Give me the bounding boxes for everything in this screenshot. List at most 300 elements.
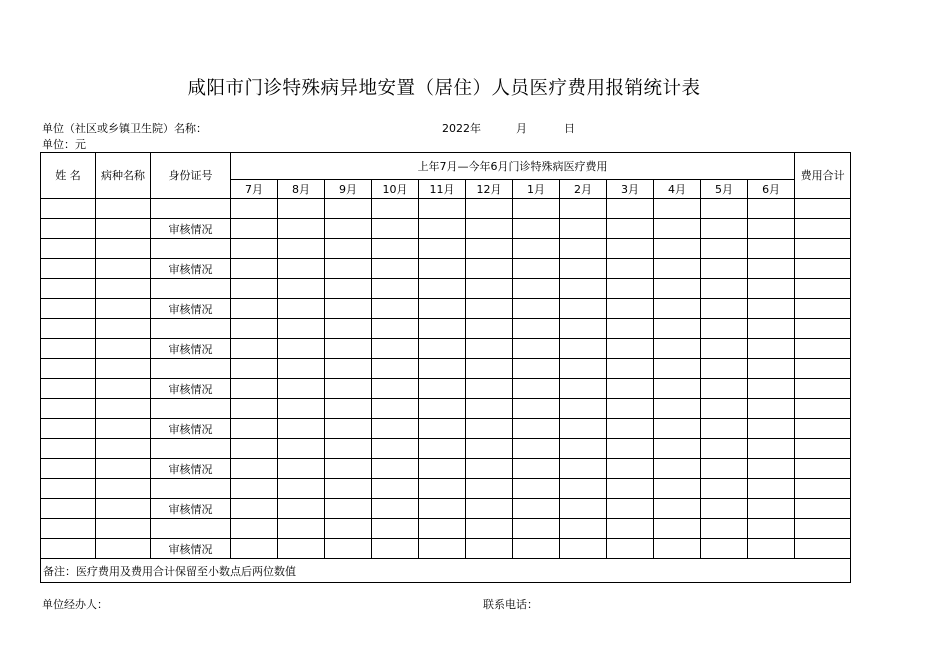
- month-amount-cell[interactable]: [513, 299, 560, 319]
- header-month: 5月: [701, 180, 748, 199]
- month-amount-cell[interactable]: [419, 539, 466, 559]
- month-amount-cell[interactable]: [654, 359, 701, 379]
- month-amount-cell[interactable]: [372, 399, 419, 419]
- id-cell[interactable]: 审核情况: [151, 339, 231, 359]
- month-amount-cell[interactable]: [419, 419, 466, 439]
- month-amount-cell[interactable]: [466, 379, 513, 399]
- month-amount-cell[interactable]: [560, 459, 607, 479]
- month-amount-cell[interactable]: [513, 479, 560, 499]
- month-amount-cell[interactable]: [654, 499, 701, 519]
- month-amount-cell[interactable]: [701, 539, 748, 559]
- month-amount-cell[interactable]: [513, 499, 560, 519]
- month-amount-cell[interactable]: [278, 199, 325, 219]
- month-amount-cell[interactable]: [560, 199, 607, 219]
- month-amount-cell[interactable]: [701, 479, 748, 499]
- id-cell[interactable]: [151, 439, 231, 459]
- name-cell[interactable]: [41, 479, 96, 499]
- month-amount-cell[interactable]: [560, 319, 607, 339]
- name-cell[interactable]: [41, 319, 96, 339]
- id-cell[interactable]: 审核情况: [151, 459, 231, 479]
- month-amount-cell[interactable]: [325, 239, 372, 259]
- month-amount-cell[interactable]: [701, 219, 748, 239]
- month-amount-cell[interactable]: [325, 359, 372, 379]
- disease-cell[interactable]: [96, 479, 151, 499]
- total-cell[interactable]: [795, 319, 851, 339]
- month-amount-cell[interactable]: [560, 479, 607, 499]
- month-amount-cell[interactable]: [560, 279, 607, 299]
- disease-cell[interactable]: [96, 439, 151, 459]
- month-amount-cell[interactable]: [278, 399, 325, 419]
- name-cell[interactable]: [41, 199, 96, 219]
- month-amount-cell[interactable]: [466, 219, 513, 239]
- month-amount-cell[interactable]: [231, 319, 278, 339]
- disease-cell[interactable]: [96, 219, 151, 239]
- month-amount-cell[interactable]: [560, 379, 607, 399]
- month-amount-cell[interactable]: [748, 339, 795, 359]
- month-amount-cell[interactable]: [466, 319, 513, 339]
- month-amount-cell[interactable]: [231, 419, 278, 439]
- month-amount-cell[interactable]: [325, 299, 372, 319]
- month-amount-cell[interactable]: [466, 439, 513, 459]
- month-amount-cell[interactable]: [513, 439, 560, 459]
- month-amount-cell[interactable]: [419, 479, 466, 499]
- month-amount-cell[interactable]: [560, 219, 607, 239]
- id-cell[interactable]: 审核情况: [151, 259, 231, 279]
- disease-cell[interactable]: [96, 239, 151, 259]
- month-amount-cell[interactable]: [231, 359, 278, 379]
- month-amount-cell[interactable]: [607, 299, 654, 319]
- disease-cell[interactable]: [96, 199, 151, 219]
- total-cell[interactable]: [795, 299, 851, 319]
- month-amount-cell[interactable]: [701, 459, 748, 479]
- month-amount-cell[interactable]: [654, 299, 701, 319]
- month-amount-cell[interactable]: [607, 539, 654, 559]
- month-amount-cell[interactable]: [466, 359, 513, 379]
- month-amount-cell[interactable]: [607, 419, 654, 439]
- total-cell[interactable]: [795, 379, 851, 399]
- id-cell[interactable]: [151, 359, 231, 379]
- month-amount-cell[interactable]: [325, 499, 372, 519]
- month-amount-cell[interactable]: [372, 219, 419, 239]
- month-amount-cell[interactable]: [231, 219, 278, 239]
- month-amount-cell[interactable]: [419, 319, 466, 339]
- total-cell[interactable]: [795, 439, 851, 459]
- month-amount-cell[interactable]: [513, 339, 560, 359]
- month-amount-cell[interactable]: [372, 239, 419, 259]
- month-amount-cell[interactable]: [513, 239, 560, 259]
- month-amount-cell[interactable]: [654, 259, 701, 279]
- month-amount-cell[interactable]: [748, 239, 795, 259]
- header-month: 2月: [560, 180, 607, 199]
- disease-cell[interactable]: [96, 419, 151, 439]
- month-amount-cell[interactable]: [278, 279, 325, 299]
- month-amount-cell[interactable]: [231, 239, 278, 259]
- month-amount-cell[interactable]: [372, 299, 419, 319]
- month-amount-cell[interactable]: [278, 219, 325, 239]
- month-amount-cell[interactable]: [466, 419, 513, 439]
- month-amount-cell[interactable]: [231, 499, 278, 519]
- note-row: [41, 559, 851, 583]
- month-amount-cell[interactable]: [701, 259, 748, 279]
- month-amount-cell[interactable]: [278, 479, 325, 499]
- month-amount-cell[interactable]: [278, 359, 325, 379]
- month-amount-cell[interactable]: [607, 379, 654, 399]
- month-amount-cell[interactable]: [231, 539, 278, 559]
- month-amount-cell[interactable]: [466, 279, 513, 299]
- month-amount-cell[interactable]: [325, 199, 372, 219]
- month-amount-cell[interactable]: [372, 439, 419, 459]
- header-month: 11月: [419, 180, 466, 199]
- month-amount-cell[interactable]: [325, 519, 372, 539]
- month-amount-cell[interactable]: [748, 259, 795, 279]
- disease-cell[interactable]: [96, 459, 151, 479]
- month-amount-cell[interactable]: [748, 319, 795, 339]
- month-amount-cell[interactable]: [701, 519, 748, 539]
- month-amount-cell[interactable]: [419, 339, 466, 359]
- name-cell[interactable]: [41, 379, 96, 399]
- month-amount-cell[interactable]: [325, 319, 372, 339]
- month-amount-cell[interactable]: [654, 439, 701, 459]
- month-amount-cell[interactable]: [560, 439, 607, 459]
- month-amount-cell[interactable]: [278, 299, 325, 319]
- month-amount-cell[interactable]: [560, 399, 607, 419]
- month-amount-cell[interactable]: [701, 419, 748, 439]
- month-amount-cell[interactable]: [325, 279, 372, 299]
- total-cell[interactable]: [795, 279, 851, 299]
- month-amount-cell[interactable]: [607, 499, 654, 519]
- month-amount-cell[interactable]: [701, 279, 748, 299]
- month-amount-cell[interactable]: [560, 519, 607, 539]
- month-amount-cell[interactable]: [748, 419, 795, 439]
- month-amount-cell[interactable]: [513, 219, 560, 239]
- month-amount-cell[interactable]: [278, 499, 325, 519]
- month-amount-cell[interactable]: [231, 279, 278, 299]
- month-amount-cell[interactable]: [231, 519, 278, 539]
- disease-cell[interactable]: [96, 379, 151, 399]
- month-amount-cell[interactable]: [654, 279, 701, 299]
- total-cell[interactable]: [795, 399, 851, 419]
- month-amount-cell[interactable]: [607, 199, 654, 219]
- month-amount-cell[interactable]: [654, 459, 701, 479]
- month-amount-cell[interactable]: [748, 299, 795, 319]
- month-amount-cell[interactable]: [278, 239, 325, 259]
- month-amount-cell[interactable]: [372, 499, 419, 519]
- month-amount-cell[interactable]: [419, 379, 466, 399]
- month-amount-cell[interactable]: [466, 539, 513, 559]
- month-amount-cell[interactable]: [466, 459, 513, 479]
- month-amount-cell[interactable]: [278, 439, 325, 459]
- disease-cell[interactable]: [96, 259, 151, 279]
- month-amount-cell[interactable]: [419, 299, 466, 319]
- month-amount-cell[interactable]: [372, 479, 419, 499]
- month-amount-cell[interactable]: [325, 339, 372, 359]
- month-amount-cell[interactable]: [372, 419, 419, 439]
- disease-cell[interactable]: [96, 319, 151, 339]
- name-cell[interactable]: [41, 439, 96, 459]
- table-row: [41, 539, 851, 559]
- month-amount-cell[interactable]: [748, 499, 795, 519]
- month-amount-cell[interactable]: [278, 379, 325, 399]
- total-cell[interactable]: [795, 219, 851, 239]
- header-month: 4月: [654, 180, 701, 199]
- name-cell[interactable]: [41, 339, 96, 359]
- header-name: 姓 名: [41, 153, 96, 199]
- month-amount-cell[interactable]: [560, 259, 607, 279]
- month-amount-cell[interactable]: [419, 519, 466, 539]
- month-amount-cell[interactable]: [607, 479, 654, 499]
- disease-cell[interactable]: [96, 339, 151, 359]
- month-amount-cell[interactable]: [278, 539, 325, 559]
- month-amount-cell[interactable]: [372, 379, 419, 399]
- month-amount-cell[interactable]: [748, 379, 795, 399]
- month-amount-cell[interactable]: [748, 199, 795, 219]
- month-amount-cell[interactable]: [701, 199, 748, 219]
- disease-cell[interactable]: [96, 299, 151, 319]
- month-amount-cell[interactable]: [278, 259, 325, 279]
- month-amount-cell[interactable]: [466, 259, 513, 279]
- month-amount-cell[interactable]: [560, 299, 607, 319]
- month-amount-cell[interactable]: [231, 439, 278, 459]
- month-amount-cell[interactable]: [748, 279, 795, 299]
- month-amount-cell[interactable]: [748, 219, 795, 239]
- disease-cell[interactable]: [96, 399, 151, 419]
- month-amount-cell[interactable]: [231, 339, 278, 359]
- month-amount-cell[interactable]: [278, 459, 325, 479]
- month-amount-cell[interactable]: [325, 379, 372, 399]
- month-amount-cell[interactable]: [560, 339, 607, 359]
- id-cell[interactable]: [151, 479, 231, 499]
- month-amount-cell[interactable]: [607, 279, 654, 299]
- month-amount-cell[interactable]: [607, 239, 654, 259]
- month-amount-cell[interactable]: [607, 439, 654, 459]
- name-cell[interactable]: [41, 219, 96, 239]
- month-amount-cell[interactable]: [466, 519, 513, 539]
- month-amount-cell[interactable]: [607, 399, 654, 419]
- disease-cell[interactable]: [96, 499, 151, 519]
- month-amount-cell[interactable]: [372, 539, 419, 559]
- month-amount-cell[interactable]: [560, 499, 607, 519]
- id-cell[interactable]: [151, 199, 231, 219]
- month-amount-cell[interactable]: [513, 359, 560, 379]
- total-cell[interactable]: [795, 539, 851, 559]
- name-cell[interactable]: [41, 259, 96, 279]
- year-label: 2022年: [442, 122, 481, 135]
- disease-cell[interactable]: [96, 279, 151, 299]
- month-amount-cell[interactable]: [372, 359, 419, 379]
- month-amount-cell[interactable]: [748, 479, 795, 499]
- month-amount-cell[interactable]: [513, 519, 560, 539]
- month-amount-cell[interactable]: [654, 379, 701, 399]
- month-amount-cell[interactable]: [231, 299, 278, 319]
- month-amount-cell[interactable]: [701, 319, 748, 339]
- month-amount-cell[interactable]: [419, 359, 466, 379]
- name-cell[interactable]: [41, 279, 96, 299]
- month-amount-cell[interactable]: [419, 399, 466, 419]
- total-cell[interactable]: [795, 359, 851, 379]
- month-amount-cell[interactable]: [372, 319, 419, 339]
- month-amount-cell[interactable]: [513, 259, 560, 279]
- month-amount-cell[interactable]: [231, 399, 278, 419]
- total-cell[interactable]: [795, 459, 851, 479]
- total-cell[interactable]: [795, 499, 851, 519]
- month-amount-cell[interactable]: [325, 219, 372, 239]
- month-amount-cell[interactable]: [466, 239, 513, 259]
- month-amount-cell[interactable]: [231, 479, 278, 499]
- id-cell[interactable]: 审核情况: [151, 219, 231, 239]
- month-amount-cell[interactable]: [654, 339, 701, 359]
- month-amount-cell[interactable]: [654, 479, 701, 499]
- month-amount-cell[interactable]: [701, 359, 748, 379]
- month-amount-cell[interactable]: [560, 359, 607, 379]
- id-cell[interactable]: 审核情况: [151, 419, 231, 439]
- month-amount-cell[interactable]: [231, 379, 278, 399]
- month-amount-cell[interactable]: [513, 419, 560, 439]
- month-amount-cell[interactable]: [466, 399, 513, 419]
- month-amount-cell[interactable]: [701, 439, 748, 459]
- total-cell[interactable]: [795, 199, 851, 219]
- id-cell[interactable]: [151, 319, 231, 339]
- month-amount-cell[interactable]: [466, 479, 513, 499]
- month-amount-cell[interactable]: [701, 339, 748, 359]
- total-cell[interactable]: [795, 479, 851, 499]
- month-amount-cell[interactable]: [654, 399, 701, 419]
- month-amount-cell[interactable]: [607, 319, 654, 339]
- month-amount-cell[interactable]: [701, 239, 748, 259]
- month-amount-cell[interactable]: [607, 519, 654, 539]
- total-cell[interactable]: [795, 519, 851, 539]
- month-amount-cell[interactable]: [231, 199, 278, 219]
- month-amount-cell[interactable]: [607, 259, 654, 279]
- month-amount-cell[interactable]: [466, 299, 513, 319]
- month-amount-cell[interactable]: [654, 419, 701, 439]
- month-amount-cell[interactable]: [748, 459, 795, 479]
- id-cell[interactable]: 审核情况: [151, 499, 231, 519]
- month-amount-cell[interactable]: [419, 259, 466, 279]
- id-cell[interactable]: [151, 239, 231, 259]
- month-amount-cell[interactable]: [278, 319, 325, 339]
- month-amount-cell[interactable]: [654, 219, 701, 239]
- month-amount-cell[interactable]: [372, 459, 419, 479]
- month-amount-cell[interactable]: [701, 399, 748, 419]
- month-amount-cell[interactable]: [748, 359, 795, 379]
- month-amount-cell[interactable]: [607, 459, 654, 479]
- month-amount-cell[interactable]: [325, 439, 372, 459]
- month-amount-cell[interactable]: [419, 199, 466, 219]
- month-amount-cell[interactable]: [278, 419, 325, 439]
- month-amount-cell[interactable]: [513, 279, 560, 299]
- month-amount-cell[interactable]: [325, 539, 372, 559]
- month-amount-cell[interactable]: [654, 239, 701, 259]
- month-amount-cell[interactable]: [654, 199, 701, 219]
- name-cell[interactable]: [41, 539, 96, 559]
- disease-cell[interactable]: [96, 519, 151, 539]
- id-cell[interactable]: 审核情况: [151, 299, 231, 319]
- month-amount-cell[interactable]: [748, 439, 795, 459]
- id-cell[interactable]: 审核情况: [151, 379, 231, 399]
- name-cell[interactable]: [41, 459, 96, 479]
- month-amount-cell[interactable]: [513, 459, 560, 479]
- disease-cell[interactable]: [96, 359, 151, 379]
- month-amount-cell[interactable]: [419, 219, 466, 239]
- month-amount-cell[interactable]: [325, 419, 372, 439]
- month-amount-cell[interactable]: [372, 339, 419, 359]
- id-cell[interactable]: [151, 279, 231, 299]
- month-amount-cell[interactable]: [419, 459, 466, 479]
- disease-cell[interactable]: [96, 539, 151, 559]
- month-amount-cell[interactable]: [560, 419, 607, 439]
- table-row: [41, 379, 851, 399]
- month-amount-cell[interactable]: [419, 279, 466, 299]
- name-cell[interactable]: [41, 399, 96, 419]
- total-cell[interactable]: [795, 419, 851, 439]
- month-amount-cell[interactable]: [372, 259, 419, 279]
- month-amount-cell[interactable]: [278, 519, 325, 539]
- total-cell[interactable]: [795, 339, 851, 359]
- month-amount-cell[interactable]: [325, 459, 372, 479]
- month-amount-cell[interactable]: [654, 319, 701, 339]
- page-title: 咸阳市门诊特殊病异地安置（居住）人员医疗费用报销统计表: [187, 78, 701, 99]
- month-amount-cell[interactable]: [560, 539, 607, 559]
- id-cell[interactable]: 审核情况: [151, 539, 231, 559]
- month-amount-cell[interactable]: [372, 519, 419, 539]
- month-amount-cell[interactable]: [231, 259, 278, 279]
- month-amount-cell[interactable]: [372, 279, 419, 299]
- month-amount-cell[interactable]: [607, 359, 654, 379]
- month-amount-cell[interactable]: [607, 219, 654, 239]
- month-amount-cell[interactable]: [748, 399, 795, 419]
- table-row: [41, 439, 851, 459]
- month-amount-cell[interactable]: [513, 319, 560, 339]
- total-cell[interactable]: [795, 259, 851, 279]
- month-amount-cell[interactable]: [513, 379, 560, 399]
- id-cell[interactable]: [151, 519, 231, 539]
- month-amount-cell[interactable]: [654, 539, 701, 559]
- month-amount-cell[interactable]: [513, 399, 560, 419]
- month-amount-cell[interactable]: [701, 499, 748, 519]
- month-amount-cell[interactable]: [372, 199, 419, 219]
- id-cell[interactable]: [151, 399, 231, 419]
- month-amount-cell[interactable]: [419, 439, 466, 459]
- month-amount-cell[interactable]: [748, 539, 795, 559]
- month-amount-cell[interactable]: [748, 519, 795, 539]
- month-amount-cell[interactable]: [419, 499, 466, 519]
- month-amount-cell[interactable]: [466, 499, 513, 519]
- header-disease: 病种名称: [96, 153, 151, 199]
- name-cell[interactable]: [41, 419, 96, 439]
- name-cell[interactable]: [41, 519, 96, 539]
- month-amount-cell[interactable]: [466, 199, 513, 219]
- month-amount-cell[interactable]: [513, 199, 560, 219]
- name-cell[interactable]: [41, 299, 96, 319]
- month-amount-cell[interactable]: [560, 239, 607, 259]
- month-amount-cell[interactable]: [701, 299, 748, 319]
- month-amount-cell[interactable]: [607, 339, 654, 359]
- month-amount-cell[interactable]: [325, 479, 372, 499]
- name-cell[interactable]: [41, 239, 96, 259]
- month-amount-cell[interactable]: [701, 379, 748, 399]
- month-amount-cell[interactable]: [325, 399, 372, 419]
- month-amount-cell[interactable]: [654, 519, 701, 539]
- month-amount-cell[interactable]: [231, 459, 278, 479]
- month-amount-cell[interactable]: [278, 339, 325, 359]
- month-amount-cell[interactable]: [325, 259, 372, 279]
- total-cell[interactable]: [795, 239, 851, 259]
- name-cell[interactable]: [41, 359, 96, 379]
- month-amount-cell[interactable]: [466, 339, 513, 359]
- name-cell[interactable]: [41, 499, 96, 519]
- month-amount-cell[interactable]: [513, 539, 560, 559]
- month-amount-cell[interactable]: [419, 239, 466, 259]
